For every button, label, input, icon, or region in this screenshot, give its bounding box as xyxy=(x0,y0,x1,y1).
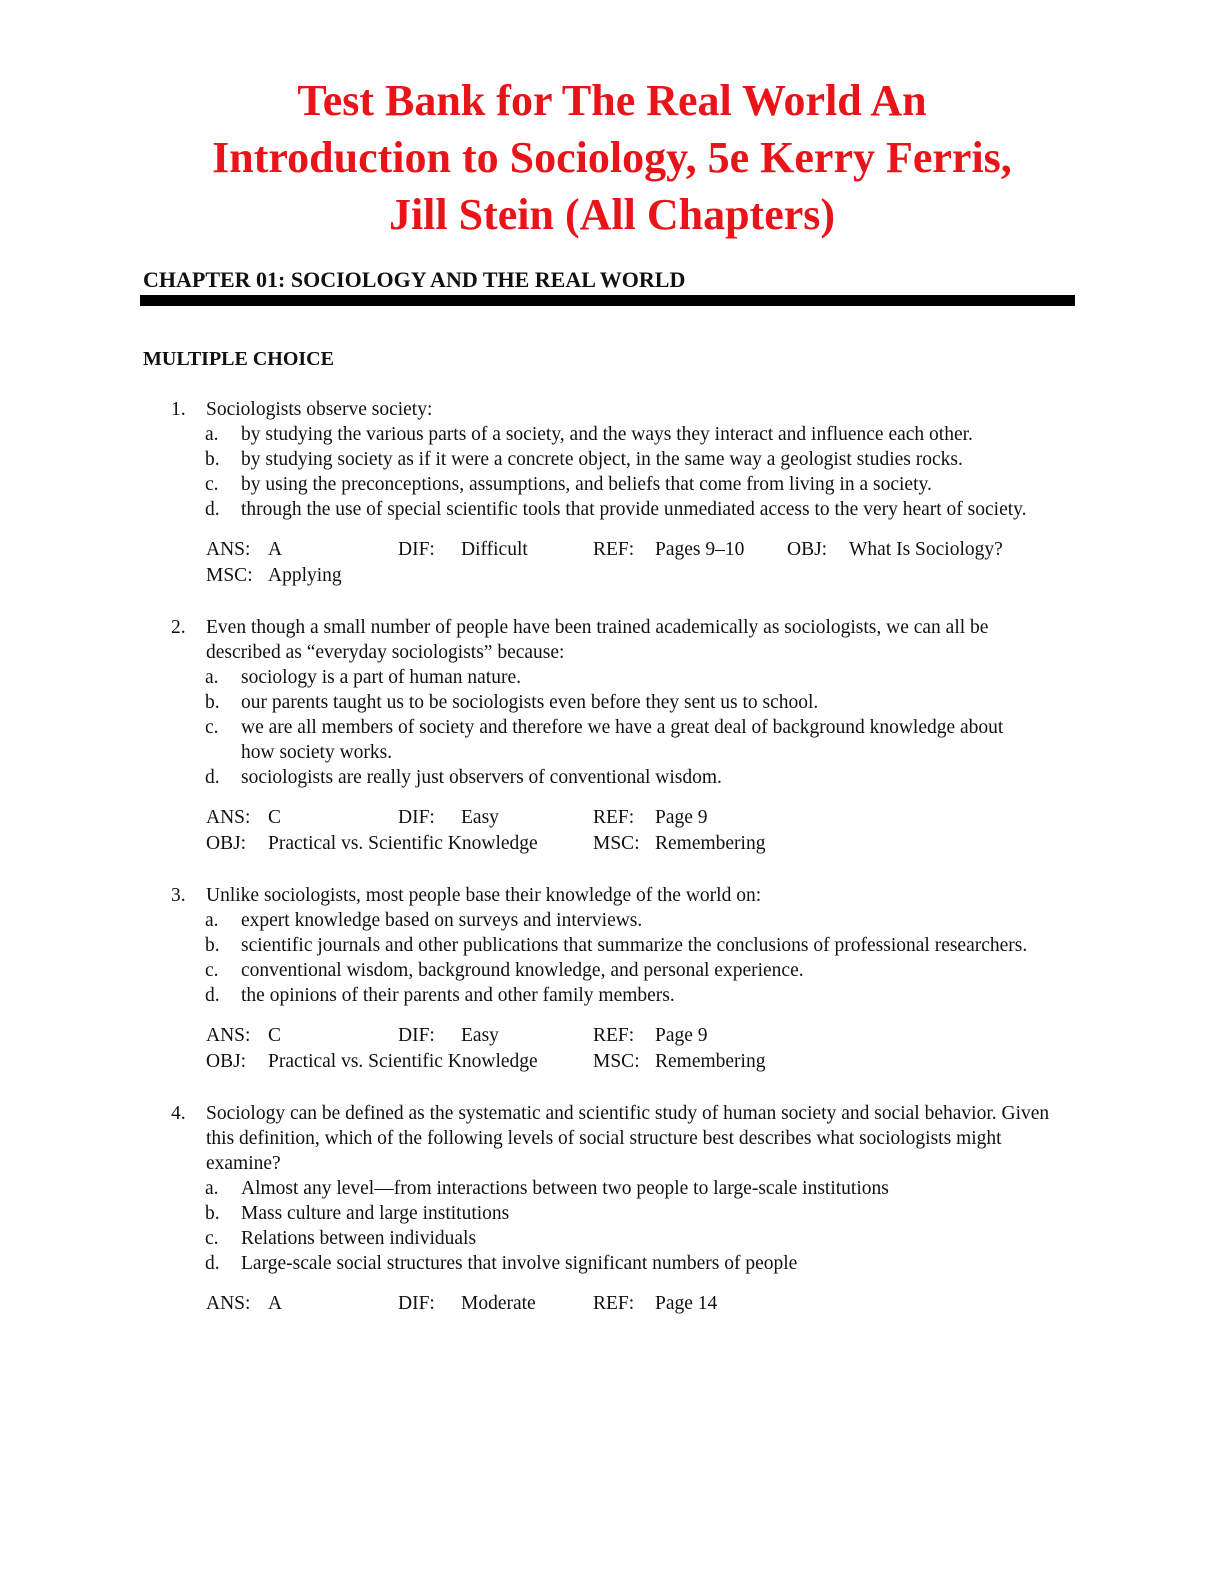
option-text: by studying society as if it were a concrete object, in the same way a geologist studies rocks. xyxy=(241,449,963,470)
option-c xyxy=(0,1226,1224,1251)
ref-label: REF: xyxy=(593,1293,635,1314)
answer-metadata xyxy=(0,1291,1224,1317)
option-letter: b. xyxy=(205,692,220,713)
dif-value: Easy xyxy=(461,807,499,828)
option-text: the opinions of their parents and other family members. xyxy=(241,985,675,1006)
option-text: scientific journals and other publications that summarize the conclusions of professional researchers. xyxy=(241,935,1028,956)
meta-row xyxy=(0,1291,1224,1317)
ans-value: C xyxy=(268,807,282,828)
answer-metadata xyxy=(0,1023,1224,1075)
ref-label: REF: xyxy=(593,807,635,828)
msc-label: MSC: xyxy=(593,1051,640,1072)
msc-value: Remembering xyxy=(655,1051,766,1072)
option-letter: b. xyxy=(205,935,220,956)
option-d xyxy=(0,1251,1224,1276)
ans-value: A xyxy=(268,539,283,560)
chapter-rule xyxy=(140,295,1075,306)
option-list xyxy=(0,422,1224,522)
question-list xyxy=(0,397,1224,1343)
option-a xyxy=(0,1176,1224,1201)
option-a xyxy=(0,665,1224,690)
msc-label: MSC: xyxy=(206,565,253,586)
option-text: expert knowledge based on surveys and interviews. xyxy=(241,910,643,931)
question-number: 2. xyxy=(171,617,186,638)
option-text: we are all members of society and therefore we have a great deal of background knowledge about how society works. xyxy=(241,717,1004,763)
ans-label: ANS: xyxy=(206,1025,251,1046)
msc-value: Applying xyxy=(268,565,342,586)
dif-value: Easy xyxy=(461,1025,499,1046)
option-letter: d. xyxy=(205,985,220,1006)
meta-row xyxy=(0,805,1224,831)
option-text: Relations between individuals xyxy=(241,1228,477,1249)
option-letter: a. xyxy=(205,667,219,688)
option-a xyxy=(0,908,1224,933)
dif-value: Moderate xyxy=(461,1293,536,1314)
option-list xyxy=(0,1176,1224,1276)
option-letter: c. xyxy=(205,960,219,981)
option-list xyxy=(0,665,1224,790)
option-text: by using the preconceptions, assumptions, and beliefs that come from living in a society. xyxy=(241,474,932,495)
ref-value: Pages 9–10 xyxy=(655,539,745,560)
ans-label: ANS: xyxy=(206,807,251,828)
ans-value: A xyxy=(268,1293,283,1314)
option-b xyxy=(0,447,1224,472)
section-heading: MULTIPLE CHOICE xyxy=(143,348,334,370)
question-number: 4. xyxy=(171,1103,186,1124)
option-letter: b. xyxy=(205,1203,220,1224)
option-letter: a. xyxy=(205,910,219,931)
option-text: our parents taught us to be sociologists even before they sent us to school. xyxy=(241,692,819,713)
option-text: Mass culture and large institutions xyxy=(241,1203,510,1224)
question-stem: Even though a small number of people have been trained academically as sociologists, we can all be described as “everyday sociologists” because: xyxy=(206,617,989,663)
title-line: Test Bank for The Real World An xyxy=(297,76,927,125)
option-d xyxy=(0,497,1224,522)
option-text: Almost any level—from interactions between two people to large-scale institutions xyxy=(241,1178,889,1199)
title-line: Jill Stein (All Chapters) xyxy=(388,190,836,239)
title-line: Introduction to Sociology, 5e Kerry Ferris, xyxy=(212,133,1012,182)
question-number: 1. xyxy=(171,399,186,420)
question-number: 3. xyxy=(171,885,186,906)
option-a xyxy=(0,422,1224,447)
option-c xyxy=(0,472,1224,497)
answer-metadata xyxy=(0,537,1224,589)
option-letter: a. xyxy=(205,424,219,445)
dif-value: Difficult xyxy=(461,539,528,560)
option-text: sociology is a part of human nature. xyxy=(241,667,521,688)
option-list xyxy=(0,908,1224,1008)
option-letter: b. xyxy=(205,449,220,470)
msc-value: Remembering xyxy=(655,833,766,854)
meta-row xyxy=(0,1023,1224,1049)
meta-row xyxy=(0,563,1224,589)
document-title xyxy=(100,72,1124,243)
question-1 xyxy=(0,397,1224,589)
question-stem: Sociologists observe society: xyxy=(206,399,433,420)
msc-label: MSC: xyxy=(593,833,640,854)
obj-label: OBJ: xyxy=(206,1051,247,1072)
option-b xyxy=(0,1201,1224,1226)
ref-value: Page 9 xyxy=(655,1025,708,1046)
ref-label: REF: xyxy=(593,539,635,560)
option-text: Large-scale social structures that involve significant numbers of people xyxy=(241,1253,798,1274)
ans-label: ANS: xyxy=(206,1293,251,1314)
ans-value: C xyxy=(268,1025,282,1046)
option-letter: d. xyxy=(205,499,220,520)
question-4 xyxy=(0,1101,1224,1317)
dif-label: DIF: xyxy=(398,539,435,560)
ref-value: Page 9 xyxy=(655,807,708,828)
obj-value: What Is Sociology? xyxy=(849,539,1003,560)
obj-label: OBJ: xyxy=(787,539,828,560)
question-stem: Unlike sociologists, most people base their knowledge of the world on: xyxy=(206,885,762,906)
question-2 xyxy=(0,615,1224,857)
option-text: sociologists are really just observers of conventional wisdom. xyxy=(241,767,722,788)
option-letter: d. xyxy=(205,1253,220,1274)
option-letter: a. xyxy=(205,1178,219,1199)
ref-value: Page 14 xyxy=(655,1293,718,1314)
question-stem: Sociology can be defined as the systematic and scientific study of human society and social behavior. Given this definition, which of the following levels of social structure best describes what sociologists might examine? xyxy=(206,1103,1050,1174)
dif-label: DIF: xyxy=(398,1025,435,1046)
chapter-heading: CHAPTER 01: SOCIOLOGY AND THE REAL WORLD xyxy=(143,267,686,292)
obj-label: OBJ: xyxy=(206,833,247,854)
meta-row xyxy=(0,1049,1224,1075)
meta-row xyxy=(0,537,1224,563)
obj-value: Practical vs. Scientific Knowledge xyxy=(268,833,538,854)
question-3 xyxy=(0,883,1224,1075)
option-letter: c. xyxy=(205,474,219,495)
ans-label: ANS: xyxy=(206,539,251,560)
option-letter: c. xyxy=(205,1228,219,1249)
option-d xyxy=(0,765,1224,790)
dif-label: DIF: xyxy=(398,807,435,828)
option-c xyxy=(0,715,1224,765)
option-letter: d. xyxy=(205,767,220,788)
option-b xyxy=(0,933,1224,958)
option-text: conventional wisdom, background knowledge, and personal experience. xyxy=(241,960,804,981)
option-letter: c. xyxy=(205,717,219,738)
answer-metadata xyxy=(0,805,1224,857)
option-text: through the use of special scientific tools that provide unmediated access to the very heart of society. xyxy=(241,499,1027,520)
ref-label: REF: xyxy=(593,1025,635,1046)
meta-row xyxy=(0,831,1224,857)
option-text: by studying the various parts of a society, and the ways they interact and influence each other. xyxy=(241,424,973,445)
dif-label: DIF: xyxy=(398,1293,435,1314)
obj-value: Practical vs. Scientific Knowledge xyxy=(268,1051,538,1072)
option-c xyxy=(0,958,1224,983)
option-b xyxy=(0,690,1224,715)
option-d xyxy=(0,983,1224,1008)
